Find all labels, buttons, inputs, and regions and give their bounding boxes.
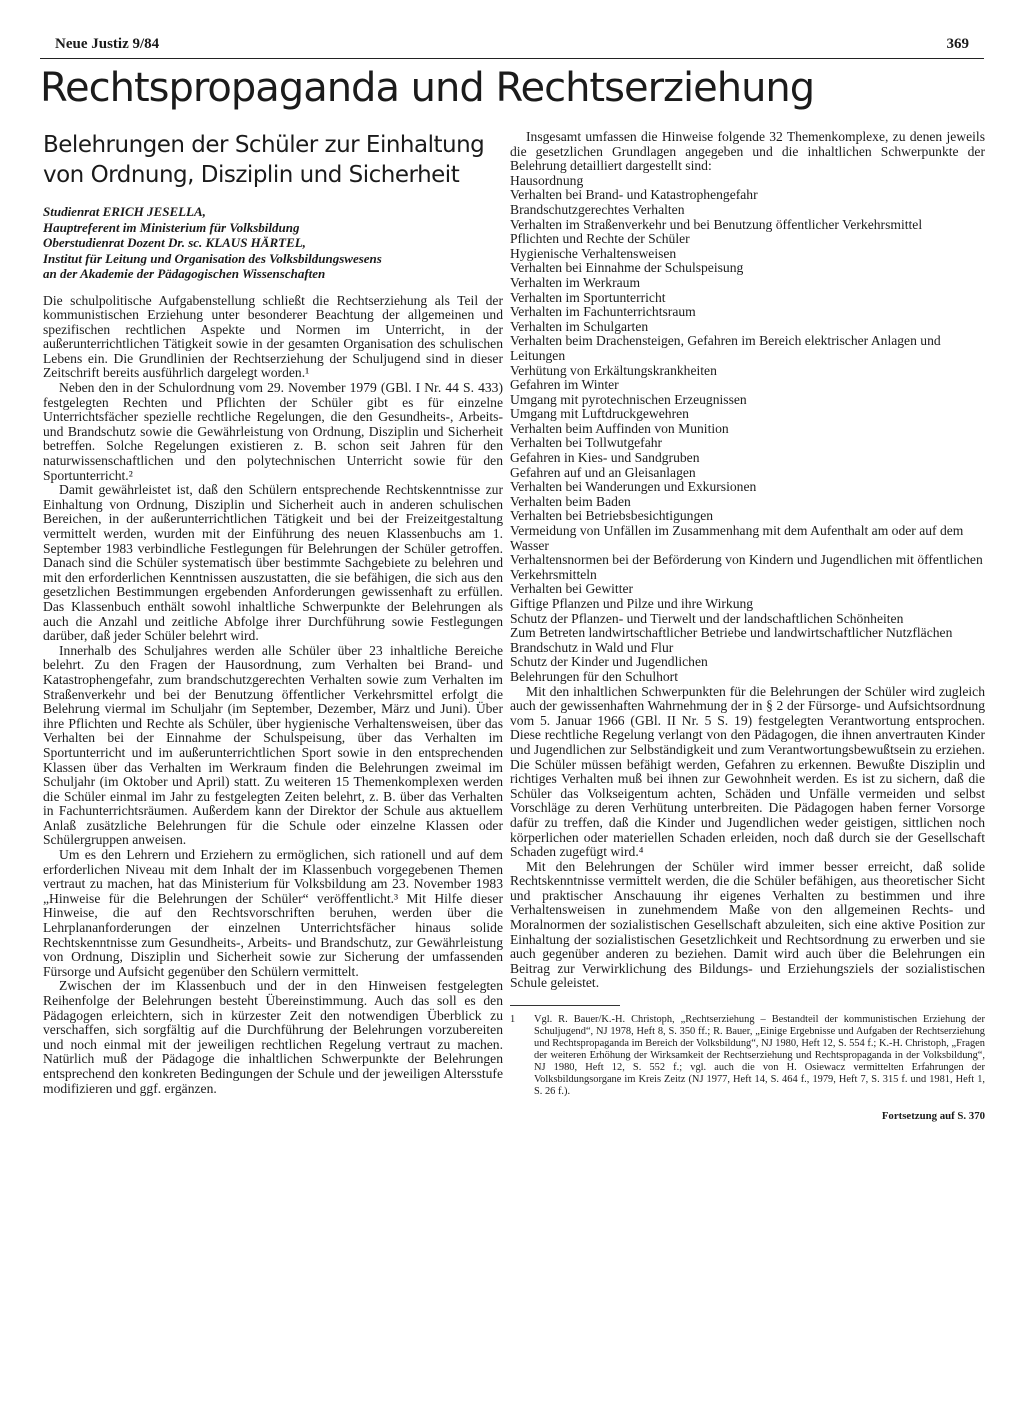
body-paragraph: Zwischen der im Klassenbuch und der in den Hinweisen festgelegten Reihenfolge der Belehrungen besteht Übereinstimmung. Auch das soll es den Pädagogen erleichtern, sich in kürzester Zeit den notwendigen Überblick zu verschaffen, sich sorgfältig auf die Durchführung der Belehrungen vorzubereiten und noch einmal mit der jeweiligen rechtlichen Regelung vertraut zu machen. Natürlich muß der Pädagoge die inhaltlichen Schwerpunkte der Belehrungen entsprechend den konkreten Bedingungen der Schule und der jeweiligen Altersstufe modifizieren und ggf. ergänzen. <box>43 978 503 1096</box>
list-item: Verhalten im Sportunterricht <box>510 289 666 305</box>
list-item: Verhaltensnormen bei der Beförderung von Kindern und Jugendlichen mit öffentlichen Verkehrsmitteln <box>510 552 983 582</box>
list-item: Umgang mit pyrotechnischen Erzeugnissen <box>510 391 747 407</box>
list-item: Verhalten bei Wanderungen und Exkursionen <box>510 479 757 495</box>
list-item: Hausordnung <box>510 172 584 188</box>
section-title: Rechtspropaganda und Rechtserziehung <box>40 65 815 111</box>
right-column <box>510 130 985 1122</box>
footnote-number: 1 <box>510 1014 516 1026</box>
continuation-note: Fortsetzung auf S. 370 <box>881 1110 985 1123</box>
list-item: Verhalten bei Brand- und Katastrophengefahr <box>510 187 758 203</box>
list-item: Gefahren im Winter <box>510 377 619 393</box>
body-paragraph: Die schulpolitische Aufgabenstellung schließt die Rechtserziehung als Teil der kommunistischen Erziehung unter besonderer Beachtung der allgemeinen und spezifischen rechtlichen Aspekte und Normen im Unterricht, in der außerunterrichtlichen Tätigkeit sowie in der gesamten Organisation des schulischen Lebens ein. Die Grundlinien der Rechtserziehung der Schuljugend sind in dieser Zeitschrift bereits ausführlich dargelegt worden.¹ <box>43 292 503 381</box>
list-item: Verhalten im Werkraum <box>510 274 641 290</box>
list-item: Verhalten beim Baden <box>510 493 631 509</box>
author-line: Oberstudienrat Dozent Dr. sc. KLAUS HÄRTEL, <box>43 235 306 250</box>
author-line: Studienrat ERICH JESELLA, <box>43 204 206 219</box>
list-item: Verhalten bei Einnahme der Schulspeisung <box>510 260 744 276</box>
list-item: Verhalten bei Betriebsbesichtigungen <box>510 508 714 524</box>
list-item: Hygienische Verhaltensweisen <box>510 245 677 261</box>
article-title <box>43 130 503 190</box>
author-line: an der Akademie der Pädagogischen Wissenschaften <box>43 266 326 281</box>
list-item: Verhalten beim Drachensteigen, Gefahren im Bereich elektrischer Anlagen und Leitungen <box>510 333 941 363</box>
body-paragraph: Mit den Belehrungen der Schüler wird immer besser erreicht, daß solide Rechtskenntnisse vermittelt werden, die die Schüler befähigen, aus theoretischer Sicht und praktischer Anschauung ihr eigenes Verhalten zu bestimmen und ihre Verhaltensweisen in zunehmendem Maße von den allgemeinen Rechts- und Moralnormen der sozialistischen Gesellschaft abzuleiten, sich eine aktive Position zur Einhaltung der sozialistischen Gesetzlichkeit und Rechtsordnung zu erwerben und sie auch gegenüber anderen zu beziehen. Damit wird auch über die Belehrungen ein Beitrag zur Verwirklichung des Bildungs- und Erziehungsziels der sozialistischen Schule geleistet. <box>510 858 985 991</box>
list-item: Verhalten im Straßenverkehr und bei Benutzung öffentlicher Verkehrsmittel <box>510 216 923 232</box>
list-item: Verhalten bei Gewitter <box>510 581 634 597</box>
list-item: Verhalten im Schulgarten <box>510 318 649 334</box>
list-item: Vermeidung von Unfällen im Zusammenhang mit dem Aufenthalt am oder auf dem Wasser <box>510 523 964 553</box>
journal-name: Neue Justiz 9/84 <box>55 36 160 52</box>
footnote-text: Vgl. R. Bauer/K.-H. Christoph, „Rechtserziehung – Bestandteil der kommunistischen Erziehung der Schuljugend“, NJ 1978, Heft 8, S. 350 ff.; R. Bauer, „Einige Ergebnisse und Aufgaben der Rechtserziehung und Rechtspropaganda im Bereich der Volksbildung“, NJ 1980, Heft 12, S. 554 f.; K.-H. Christoph, „Fragen der weiteren Erhöhung der Wirksamkeit der Rechtserziehung und Rechtspropaganda in der Volksbildung“, NJ 1980, Heft 12, S. 552 f.; vgl. auch die von H. Osiewacz vermittelten Erfahrungen der Volksbildungsorgane im Kreis Zeitz (NJ 1977, Heft 14, S. 464 f., 1979, Heft 7, S. 315 f. und 1981, Heft 1, S. 26 f.). <box>534 1014 985 1098</box>
list-item: Schutz der Kinder und Jugendlichen <box>510 654 708 670</box>
list-item: Schutz der Pflanzen- und Tierwelt und der landschaftlichen Schönheiten <box>510 610 904 626</box>
list-item: Verhalten im Fachunterrichtsraum <box>510 304 696 320</box>
list-item: Umgang mit Luftdruckgewehren <box>510 406 689 422</box>
footnote-rule <box>510 1005 620 1006</box>
list-item: Brandschutz in Wald und Flur <box>510 639 674 655</box>
list-item: Giftige Pflanzen und Pilze und ihre Wirkung <box>510 596 754 611</box>
list-item: Belehrungen für den Schulhort <box>510 668 678 684</box>
topic-list-intro: Insgesamt umfassen die Hinweise folgende 32 Themenkomplexe, zu denen jeweils die gesetzlichen Grundlagen angegeben und die inhaltlichen Schwerpunkte der Belehrung detailliert dargestellt sind: <box>510 129 985 174</box>
body-paragraph: Damit gewährleistet ist, daß den Schülern entsprechende Rechtskenntnisse zur Einhaltung von Ordnung, Disziplin und Sicherheit auch in anderen schulischen Bereichen, in der außerunterrichtlichen Tätigkeit und bei der Freizeitgestaltung vermittelt werden, wurden mit der Einführung des neuen Klassenbuchs am 1. September 1983 verbindliche Festlegungen für Belehrungen der Schüler getroffen. Danach sind die Schüler systematisch über bestimmte Sachgebiete zu belehren und mit den erforderlichen Kenntnissen auszustatten, die sie befähigen, die sich aus den gesetzlichen Bestimmungen ergebenden Anforderungen gewissenhaft zu erfüllen. Das Klassenbuch enthält sowohl inhaltliche Schwerpunkte der Belehrungen als auch die Anzahl und zeitliche Abfolge ihrer Durchführung sowie Festlegungen darüber, daß jeder Schüler belehrt wird. <box>43 482 503 644</box>
list-item: Gefahren in Kies- und Sandgruben <box>510 450 700 466</box>
body-paragraph: Innerhalb des Schuljahres werden alle Schüler über 23 inhaltliche Bereiche belehrt. Zu den Fragen der Hausordnung, zum Verhalten bei Brand- und Katastrophengefahr, zum brandschutzgerechten Verhalten sowie zum Verhalten im Straßenverkehr und bei der Benutzung öffentlicher Verkehrsmittel erfolgt die Belehrung viermal im Schuljahr (im September, Dezember, März und Juni). Über ihre Pflichten und Rechte als Schüler, über hygienische Verhaltensweisen, über das Verhalten bei der Einnahme der Schulspeisung, über das Verhalten im Sportunterricht und im außerunterrichtlichen Sport sowie in den entsprechenden Klassen über das Verhalten im Werkraum finden die Belehrungen zweimal im Schuljahr (im Oktober und April) statt. Zu weiteren 15 Themenkomplexen werden die Schüler einmal im Jahr zu festgelegten Zeiten belehrt, z. B. über das Verhalten in Fachunterrichtsräumen. Außerdem kann der Direktor der Schule aus aktuellem Anlaß zusätzliche Belehrungen für die Schule oder einzelne Klassen oder Schülergruppen anweisen. <box>43 642 503 848</box>
left-column <box>43 130 503 1096</box>
footnote <box>510 1014 985 1098</box>
list-item: Verhalten bei Tollwutgefahr <box>510 435 663 451</box>
list-item: Verhütung von Erkältungskrankheiten <box>510 362 717 378</box>
page-number: 369 <box>946 36 969 52</box>
list-item: Brandschutzgerechtes Verhalten <box>510 201 685 217</box>
article-title-line: von Ordnung, Disziplin und Sicherheit <box>43 162 460 188</box>
list-item: Gefahren auf und an Gleisanlagen <box>510 464 696 480</box>
body-paragraph: Neben den in der Schulordnung vom 29. November 1979 (GBl. I Nr. 44 S. 433) festgelegten Rechten und Pflichten der Schüler gibt es für einzelne Unterrichtsfächer spezielle rechtliche Regelungen, die den Gesundheits-, Arbeits- und Brandschutz sowie die Gewährleistung von Ordnung, Disziplin und Sicherheit betreffen. Solche Regelungen existieren z. B. schon seit Jahren für den naturwissenschaftlichen und den polytechnischen Unterricht sowie für den Sportunterricht.² <box>43 380 503 483</box>
body-paragraph: Um es den Lehrern und Erziehern zu ermöglichen, sich rationell und auf dem erforderlichen Niveau mit dem Inhalt der im Klassenbuch vorgegebenen Themen vertraut zu machen, hat das Ministerium für Volksbildung am 23. November 1983 „Hinweise für die Belehrungen der Schüler“ veröffentlicht.³ Mit Hilfe dieser Hinweise, die auf den Rechtsvorschriften beruhen, werden über die Lehrplananforderungen der einzelnen Unterrichtsfächer hinaus solide Rechtskenntnisse zum Gesundheits-, Arbeits- und Brandschutz, zur Gewährleistung von Ordnung, Disziplin und Sicherheit sowie zur Sicherung der umfassenden Fürsorge und Aufsicht gegenüber den Schülern vermittelt. <box>43 847 503 979</box>
header-rule <box>40 58 984 59</box>
topic-list <box>510 174 985 685</box>
list-item: Pflichten und Rechte der Schüler <box>510 231 690 247</box>
body-paragraph: Mit den inhaltlichen Schwerpunkten für die Belehrungen der Schüler wird zugleich auch der gewissenhaften Wahrnehmung der in § 2 der Fürsorge- und Aufsichtsordnung vom 5. Januar 1966 (GBl. II Nr. 5 S. 19) festgelegten Verantwortung entsprochen. Diese rechtliche Regelung verlangt von den Pädagogen, die ihnen anvertrauten Kinder und Jugendlichen zur Selbständigkeit und zum Verantwortungsbewußtsein zu erziehen. Die Schüler müssen befähigt werden, Gefahren zu erkennen. Bewußte Disziplin und richtiges Verhalten muß bei ihnen zur Gewohnheit werden. Es ist zu sichern, daß die Schüler das Volkseigentum achten, Schäden und Unfälle vermeiden und selbst Vorschläge zu deren Verhütung unterbreiten. Die Pädagogen haben ferner Vorsorge dafür zu treffen, daß die Kinder und Jugendlichen weder geistigen, sittlichen noch körperlichen oder materiellen Schaden erleiden, noch daß durch sie der Gesellschaft Schaden zugefügt wird.⁴ <box>510 683 985 860</box>
author-line: Institut für Leitung und Organisation des Volksbildungswesens <box>43 250 382 266</box>
list-item: Zum Betreten landwirtschaftlicher Betriebe und landwirtschaftlicher Nutzflächen <box>510 625 953 641</box>
article-title-line: Belehrungen der Schüler zur Einhaltung <box>43 132 485 158</box>
author-line: Hauptreferent im Ministerium für Volksbildung <box>43 219 300 235</box>
author-block <box>43 204 503 282</box>
list-item: Verhalten beim Auffinden von Munition <box>510 420 729 436</box>
